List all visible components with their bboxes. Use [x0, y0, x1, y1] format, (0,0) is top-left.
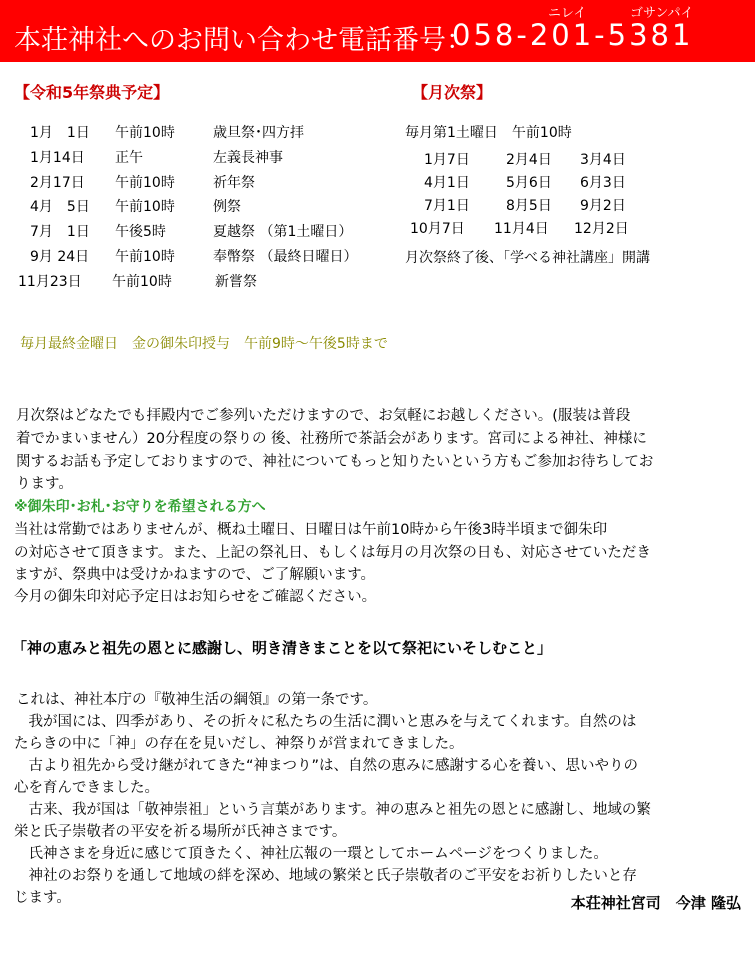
festival-name: 奉幣祭 （最終日曜日） [213, 249, 358, 265]
monthly-date: 5月6日 [506, 175, 552, 191]
monthly-date: 9月2日 [580, 198, 626, 214]
paragraph-line: たらきの中に「神」の存在を見いだし、神祭りが営まれてきました。 [14, 736, 464, 752]
festival-time: 午前10時 [115, 125, 175, 141]
festival-name: 祈年祭 [213, 175, 255, 191]
goshuin-notice-heading: ※御朱印･お札･お守りを希望される方へ [14, 499, 266, 515]
monthly-note: 月次祭終了後、「学べる神社講座」開講 [405, 250, 650, 266]
festival-date: 1月 1日 [30, 125, 90, 141]
monthly-date: 10月7日 [410, 221, 465, 237]
monthly-date: 12月2日 [574, 221, 629, 237]
paragraph-line: ります。 [16, 476, 73, 492]
festival-name: 夏越祭 （第1土曜日） [213, 224, 353, 240]
notice-line: 今月の御朱印対応予定日はお知らせをご確認ください。 [14, 589, 377, 605]
monthly-date: 1月7日 [424, 152, 470, 168]
festival-date: 9月 24日 [30, 249, 90, 265]
monthly-date: 11月4日 [494, 221, 549, 237]
festival-name: 左義長神事 [213, 150, 283, 166]
notice-line: ますが、祭典中は受けかねますので、ご了解願います。 [14, 567, 376, 583]
monthly-date: 6月3日 [580, 175, 626, 191]
paragraph-line: 我が国には、四季があり、その折々に私たちの生活に潤いと恵みを与えてくれます。自然のは [14, 714, 637, 730]
paragraph-line: 古来、我が国は「敬神崇祖」という言葉があります。神の恵みと祖先の恩とに感謝し、地域の繁 [14, 802, 651, 818]
festival-time: 正午 [115, 150, 143, 166]
festival-time: 午後5時 [115, 224, 166, 240]
paragraph-line: 月次祭はどなたでも拝殿内でご参列いただけますので、お気軽にお越しください。(服装は普段 [16, 408, 631, 424]
gold-goshuin-notice: 毎月最終金曜日 金の御朱印授与 午前9時～午後5時まで [20, 336, 388, 352]
festival-date: 1月14日 [30, 150, 85, 166]
phone-ruby-gosanpai: ゴサンパイ [630, 6, 694, 21]
festival-date: 4月 5日 [30, 199, 90, 215]
paragraph-line: 古より祖先から受け継がれてきた“神まつり”は、自然の恵みに感謝する心を養い、思いやりの [14, 758, 639, 774]
monthly-intro: 毎月第1土曜日 午前10時 [405, 125, 572, 141]
notice-line: 当社は常勤ではありませんが、概ね土曜日、日曜日は午前10時から午後3時半頃まで御朱印 [14, 522, 608, 538]
monthly-festival-heading: 【月次祭】 [412, 83, 493, 102]
paragraph-line: 栄と氏子崇敬者の平安を祈る場所が氏神さまです。 [14, 824, 347, 840]
festival-name: 新嘗祭 [215, 274, 257, 290]
festival-time: 午前10時 [112, 274, 172, 290]
monthly-date: 8月5日 [506, 198, 552, 214]
paragraph-line: 氏神さまを身近に感じて頂きたく、神社広報の一環としてホームページをつくりました。 [14, 846, 608, 862]
monthly-date: 4月1日 [424, 175, 470, 191]
paragraph-line: 心を育んできました。 [14, 780, 159, 796]
paragraph-line: 着でかまいません）20分程度の祭りの 後、社務所で茶話会があります。宮司による神社、神様に [16, 431, 647, 447]
paragraph-line: 神社のお祭りを通して地域の絆を深め、地域の繁栄と氏子崇敬者のご平安をお祈りしたいと存 [14, 868, 637, 884]
festival-name: 歳旦祭･四方拝 [213, 125, 304, 141]
paragraph-line: じます。 [14, 890, 71, 906]
shrine-motto: 「神の恵みと祖先の恩とに感謝し、明き清きまことを以て祭祀にいそしむこと」 [12, 639, 553, 657]
festival-date: 11月23日 [18, 274, 82, 290]
monthly-date: 3月4日 [580, 152, 626, 168]
contact-title: 本荘神社へのお問い合わせ電話番号： [14, 25, 473, 56]
monthly-date: 7月1日 [424, 198, 470, 214]
monthly-date: 2月4日 [506, 152, 552, 168]
notice-line: の対応させて頂きます。また、上記の祭礼日、もしくは毎月の月次祭の日も、対応させていただき [14, 545, 651, 561]
priest-signature: 本荘神社宮司 今津 隆弘 [570, 894, 741, 912]
festival-date: 7月 1日 [30, 224, 90, 240]
paragraph-line: 関するお話も予定しておりますので、神社についてもっと知りたいという方もご参加お待ちしてお [16, 454, 654, 470]
festival-time: 午前10時 [115, 249, 175, 265]
phone-ruby-nirei: ニレイ [548, 6, 587, 21]
festival-time: 午前10時 [115, 199, 175, 215]
festival-date: 2月17日 [30, 175, 85, 191]
festival-name: 例祭 [213, 199, 241, 215]
header-banner [0, 0, 755, 62]
festival-time: 午前10時 [115, 175, 175, 191]
festival-schedule-heading: 【令和5年祭典予定】 [14, 83, 170, 102]
paragraph-line: これは、神社本庁の『敬神生活の綱領』の第一条です。 [16, 692, 378, 708]
phone-number[interactable]: 058-201-5381 [452, 18, 694, 52]
